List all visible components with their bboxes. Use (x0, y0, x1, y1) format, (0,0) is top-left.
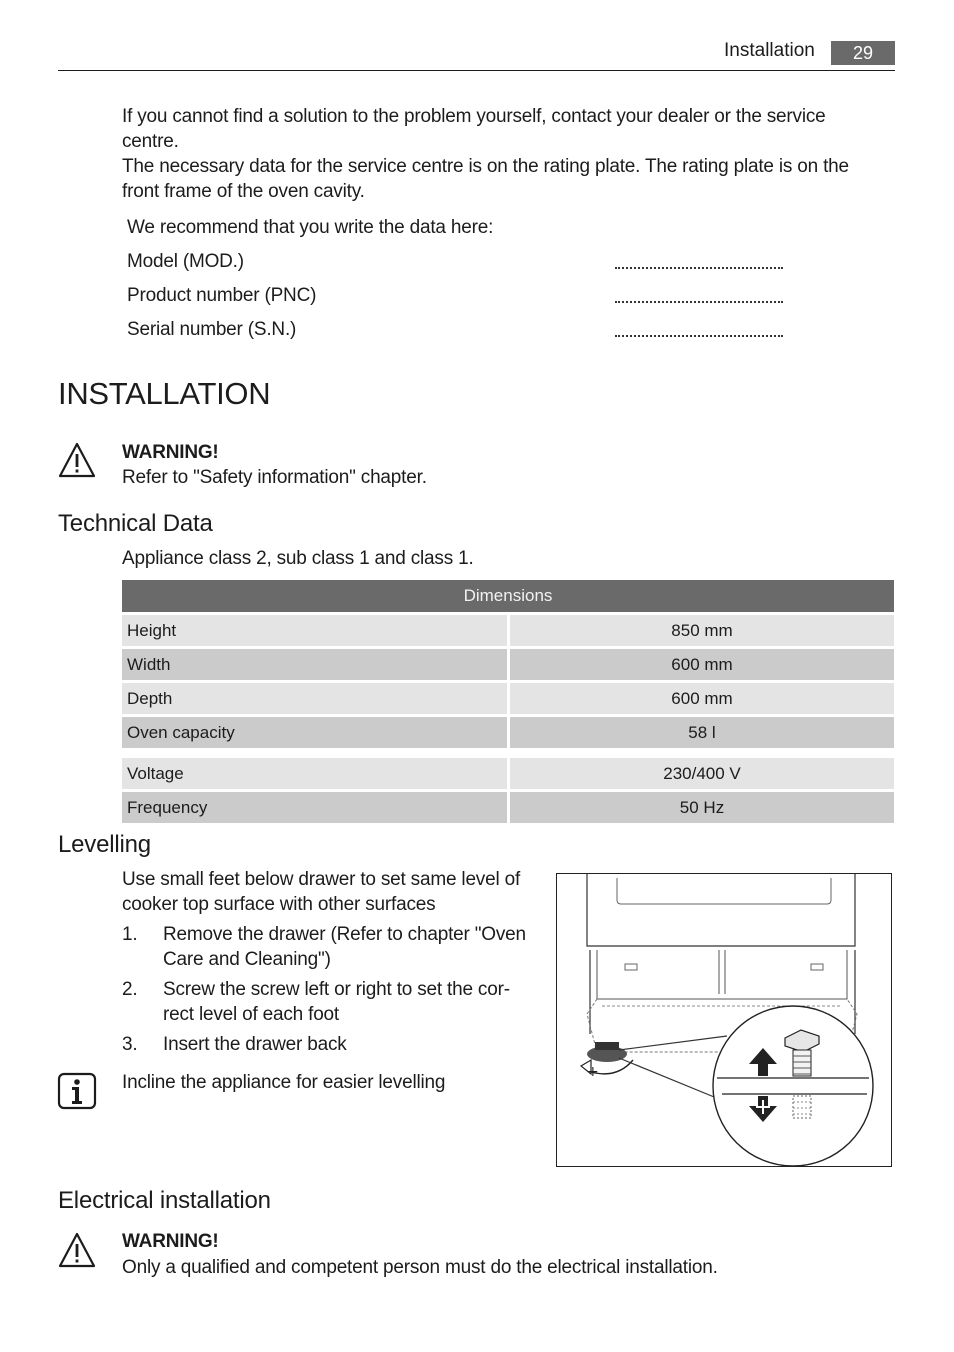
field-blank-model (615, 267, 783, 269)
table-row (122, 683, 894, 714)
warning-triangle-icon (57, 1231, 97, 1269)
list-item: 3. Insert the drawer back (122, 1034, 347, 1055)
installation-title: INSTALLATION (58, 376, 271, 411)
recommend-text: We recommend that you write the data here: (127, 217, 494, 238)
levelling-steps (122, 922, 537, 1062)
levelling-title: Levelling (58, 831, 151, 858)
header-rule (58, 70, 895, 71)
intro-paragraph-1: If you cannot find a solution to the problem yourself, contact your dealer or the service centre. (122, 106, 826, 152)
row-value: 58 l (510, 717, 894, 748)
warning-text: Refer to "Safety information" chapter. (122, 467, 427, 488)
row-label: Voltage (122, 758, 510, 789)
svg-text:+: + (587, 1064, 599, 1080)
electrical-warning-text: Only a qualified and competent person must do the electrical installation. (122, 1257, 718, 1278)
levelling-illustration (556, 873, 892, 1167)
table-header-dimensions: Dimensions (122, 580, 894, 612)
row-label: Width (122, 649, 510, 680)
info-icon (57, 1072, 97, 1110)
warning-triangle-icon (57, 441, 97, 479)
info-text: Incline the appliance for easier levelling (122, 1072, 446, 1093)
table-row (122, 649, 894, 680)
intro-paragraph-2: The necessary data for the service centre is on the rating plate. The rating plate is on the front frame of the oven cavity. (122, 156, 849, 202)
running-header-section: Installation (724, 40, 815, 61)
table-row (122, 758, 894, 789)
field-label-serial-number: Serial number (S.N.) (127, 319, 297, 340)
list-item: 2. Screw the screw left or right to set the cor-rect level of each foot (122, 979, 510, 1025)
page-number: 29 (831, 41, 895, 65)
list-item: 1. Remove the drawer (Refer to chapter "Oven Care and Cleaning") (122, 924, 526, 970)
table-row (122, 615, 894, 646)
row-label: Oven capacity (122, 717, 510, 748)
row-value: 600 mm (510, 683, 894, 714)
row-label: Depth (122, 683, 510, 714)
levelling-intro: Use small feet below drawer to set same level of cooker top surface with other surfaces (122, 869, 521, 915)
field-blank-serial-number (615, 335, 783, 337)
row-value: 850 mm (510, 615, 894, 646)
row-value: 230/400 V (510, 758, 894, 789)
field-label-model: Model (MOD.) (127, 251, 244, 272)
electrical-warning-title: WARNING! (122, 1231, 219, 1252)
field-blank-product-number (615, 301, 783, 303)
dimensions-table (122, 577, 894, 826)
table-row (122, 717, 894, 748)
appliance-class-text: Appliance class 2, sub class 1 and class 1. (122, 548, 474, 569)
row-label: Frequency (122, 792, 510, 823)
technical-data-title: Technical Data (58, 510, 213, 537)
row-value: 600 mm (510, 649, 894, 680)
table-row (122, 792, 894, 823)
row-label: Height (122, 615, 510, 646)
electrical-installation-title: Electrical installation (58, 1187, 271, 1214)
field-label-product-number: Product number (PNC) (127, 285, 317, 306)
warning-title: WARNING! (122, 442, 219, 463)
row-value: 50 Hz (510, 792, 894, 823)
